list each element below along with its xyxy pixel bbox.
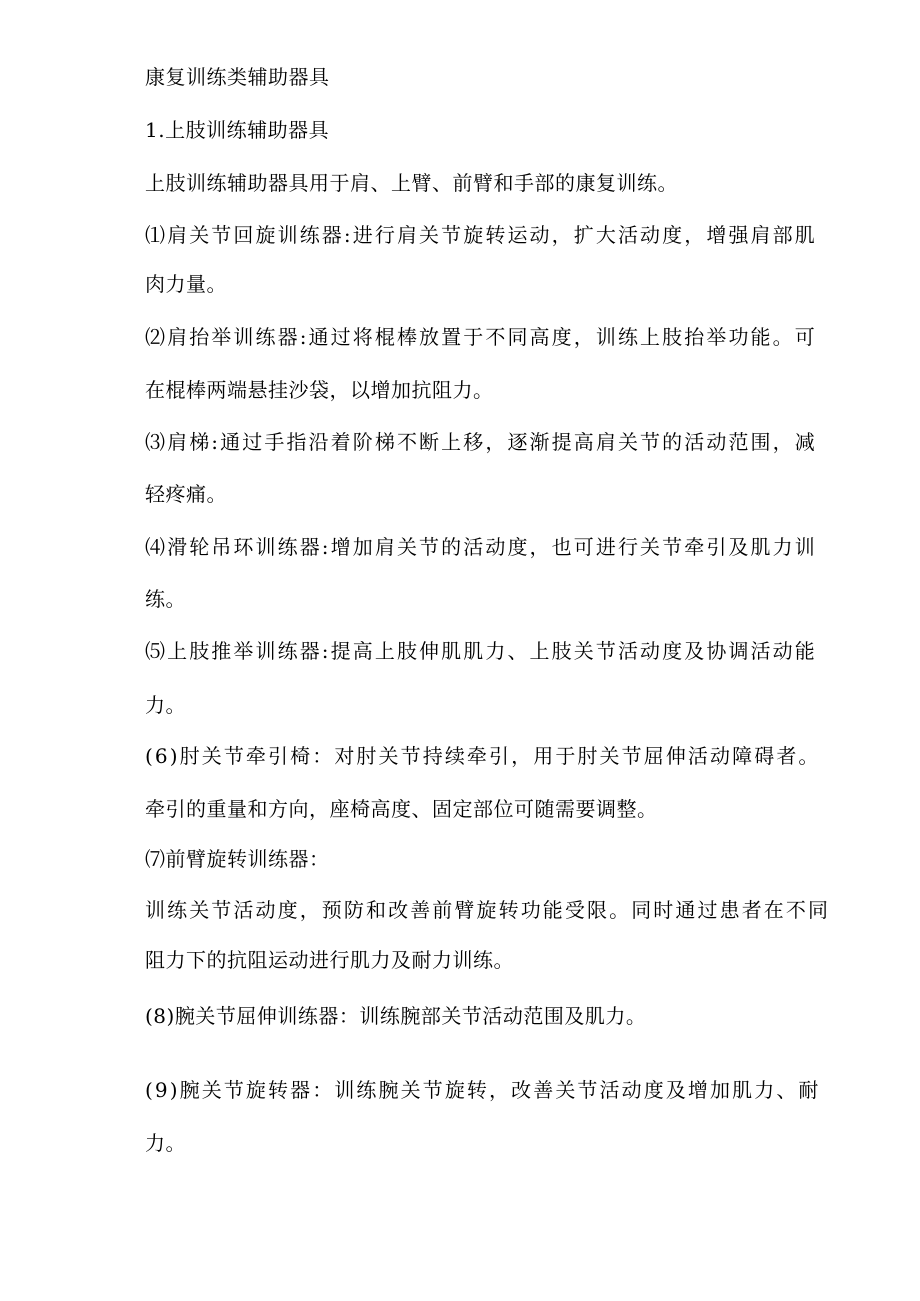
- intro-paragraph: 上肢训练辅助器具用于肩、上臂、前臂和手部的康复训练。: [145, 171, 678, 195]
- item-2-line-2: 在棍棒两端悬挂沙袋，以增加抗阻力。: [145, 378, 494, 402]
- item-7-line-3: 阻力下的抗阻运动进行肌力及耐力训练。: [145, 948, 514, 972]
- item-9-line-2: 力。: [145, 1131, 186, 1155]
- document-title: 康复训练类辅助器具: [145, 65, 330, 89]
- item-1-line-1: ⑴肩关节回旋训练器:进行肩关节旋转运动，扩大活动度，增强肩部肌: [145, 223, 817, 247]
- item-1-line-2: 肉力量。: [145, 272, 227, 296]
- item-7-line-2: 训练关节活动度，预防和改善前臂旋转功能受限。同时通过患者在不同: [145, 898, 831, 922]
- item-8-line-1: (8)腕关节屈伸训练器：训练腕部关节活动范围及肌力。: [145, 1004, 647, 1028]
- item-3-line-2: 轻疼痛。: [145, 482, 227, 506]
- item-4-line-2: 练。: [145, 587, 186, 611]
- item-9-line-1: (9)腕关节旋转器：训练腕关节旋转，改善关节活动度及增加肌力、耐: [145, 1078, 821, 1102]
- item-4-line-1: ⑷滑轮吊环训练器:增加肩关节的活动度，也可进行关节牵引及肌力训: [145, 535, 817, 559]
- item-5-line-2: 力。: [145, 693, 186, 717]
- section-heading: 1.上肢训练辅助器具: [145, 118, 330, 142]
- item-6-line-1: (6)肘关节牵引椅：对肘关节持续牵引，用于肘关节屈伸活动障碍者。: [145, 744, 821, 768]
- item-7-line-1: ⑺前臂旋转训练器：: [145, 847, 330, 871]
- item-3-line-1: ⑶肩梯:通过手指沿着阶梯不断上移，逐渐提高肩关节的活动范围，减: [145, 430, 817, 454]
- item-6-line-2: 牵引的重量和方向，座椅高度、固定部位可随需要调整。: [145, 797, 658, 821]
- item-2-line-1: ⑵肩抬举训练器:通过将棍棒放置于不同高度，训练上肢抬举功能。可: [145, 325, 817, 349]
- item-5-line-1: ⑸上肢推举训练器:提高上肢伸肌肌力、上肢关节活动度及协调活动能: [145, 639, 817, 663]
